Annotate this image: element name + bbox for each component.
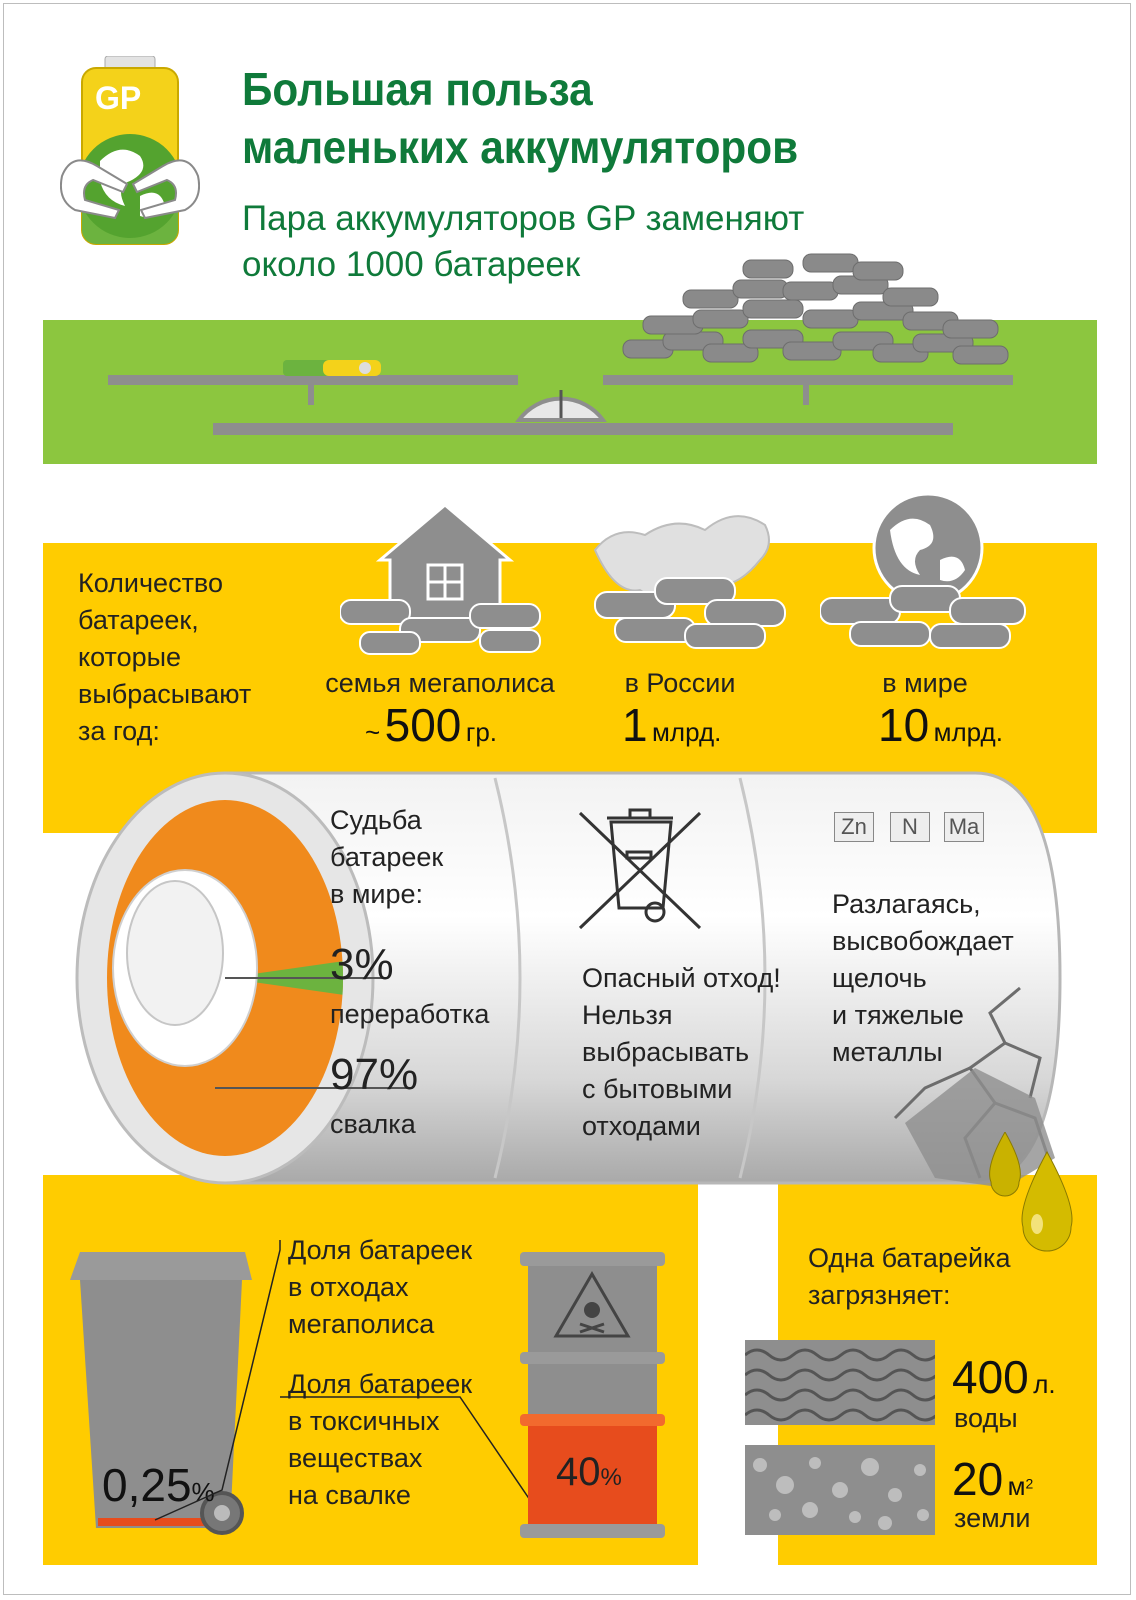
fate-heading-line-1: Судьба (330, 805, 422, 835)
hazard-line-5: отходами (582, 1111, 701, 1141)
soil-icon (745, 1445, 935, 1535)
decay-line-2: высвобождает (832, 926, 1014, 956)
hazard-line-1: Опасный отход! (582, 963, 781, 993)
water-label: воды (954, 1403, 1018, 1433)
toxic-barrel-icon (520, 1252, 665, 1542)
decay-description (832, 886, 1014, 1071)
yearly-waste-intro (78, 565, 251, 750)
waste-world-unit: млрд. (933, 717, 1003, 747)
decay-line-4: и тяжелые (832, 1000, 964, 1030)
waste-russia-value (622, 698, 721, 752)
toxic-share-line-2: в токсичных (288, 1406, 440, 1436)
waste-russia-number: 1 (622, 699, 648, 751)
city-share-line-1: Доля батареек (288, 1235, 473, 1265)
russia-batteries-icon (585, 500, 795, 660)
subtitle-line-1: Пара аккумуляторов GP заменяют (242, 199, 805, 238)
city-share-unit: % (191, 1477, 215, 1507)
waste-russia-label: в России (624, 668, 736, 698)
city-share-number: 0,25 (102, 1459, 192, 1511)
scale-illustration (43, 240, 1097, 464)
city-share-caption (288, 1232, 472, 1343)
waste-world-number: 10 (878, 699, 930, 751)
intro-line-1: Количество (78, 568, 223, 598)
intro-line-4: выбрасывают (78, 679, 252, 709)
element-n-badge: N (890, 812, 930, 842)
title-line-1: Большая польза (242, 63, 593, 115)
city-share-line-2: в отходах (288, 1272, 409, 1302)
city-share-line-3: мегаполиса (288, 1309, 435, 1339)
pollution-line-1: Одна батарейка (808, 1243, 1011, 1273)
soil-value (952, 1452, 1033, 1506)
soil-label: земли (954, 1503, 1031, 1533)
fate-heading (330, 802, 443, 913)
waste-world-label: в мире (882, 668, 968, 698)
globe-batteries-icon (820, 490, 1030, 660)
hazard-line-4: с бытовыми (582, 1074, 733, 1104)
soil-unit-sup: 2 (1025, 1475, 1034, 1492)
subtitle-line-2: около 1000 батареек (242, 245, 581, 284)
soil-unit: м (1007, 1471, 1026, 1501)
intro-line-2: батареек, (78, 605, 199, 635)
water-waves-icon (745, 1340, 935, 1425)
toxic-share-number: 40 (556, 1450, 601, 1494)
dump-label: свалка (330, 1109, 416, 1139)
pollution-line-2: загрязняет: (808, 1280, 951, 1310)
waste-world-value (878, 698, 1003, 752)
decay-line-1: Разлагаясь, (832, 889, 981, 919)
toxic-share-line-1: Доля батареек (288, 1369, 473, 1399)
water-unit: л. (1033, 1369, 1056, 1399)
element-ma-badge: Ma (944, 812, 984, 842)
waste-family-label: семья мегаполиса (325, 668, 555, 698)
toxic-share-line-3: веществах (288, 1443, 423, 1473)
fate-heading-line-3: в мире: (330, 879, 424, 909)
water-number: 400 (952, 1351, 1029, 1403)
waste-family-value (365, 698, 497, 752)
waste-family-unit: гр. (465, 717, 498, 747)
hazard-warning (582, 960, 781, 1145)
page-title (242, 60, 798, 176)
soil-number: 20 (952, 1453, 1004, 1505)
hazard-line-3: выбрасывать (582, 1037, 750, 1067)
toxic-share-unit: % (600, 1464, 622, 1491)
pollution-heading (808, 1240, 1010, 1314)
intro-line-5: за год: (78, 716, 160, 746)
waste-family-prefix: ~ (365, 717, 381, 747)
fate-heading-line-2: батареек (330, 842, 444, 872)
toxic-share-line-4: на свалке (288, 1480, 411, 1510)
dump-value: 97% (330, 1050, 419, 1099)
logo-text: GP (95, 80, 142, 116)
intro-line-3: которые (78, 642, 182, 672)
hazard-line-2: Нельзя (582, 1000, 673, 1030)
crossed-trash-bin-icon (575, 808, 705, 933)
element-zn-badge: Zn (834, 812, 874, 842)
recycle-label: переработка (330, 999, 490, 1029)
toxic-share-value (556, 1450, 622, 1495)
toxic-share-caption (288, 1366, 472, 1514)
waste-russia-unit: млрд. (652, 717, 722, 747)
decay-line-3: щелочь (832, 963, 927, 993)
house-batteries-icon (340, 500, 550, 660)
recycle-value: 3% (330, 940, 394, 989)
decay-line-5: металлы (832, 1037, 943, 1067)
water-value (952, 1350, 1056, 1404)
title-line-2: маленьких аккумуляторов (242, 121, 799, 173)
waste-family-number: 500 (384, 699, 462, 751)
